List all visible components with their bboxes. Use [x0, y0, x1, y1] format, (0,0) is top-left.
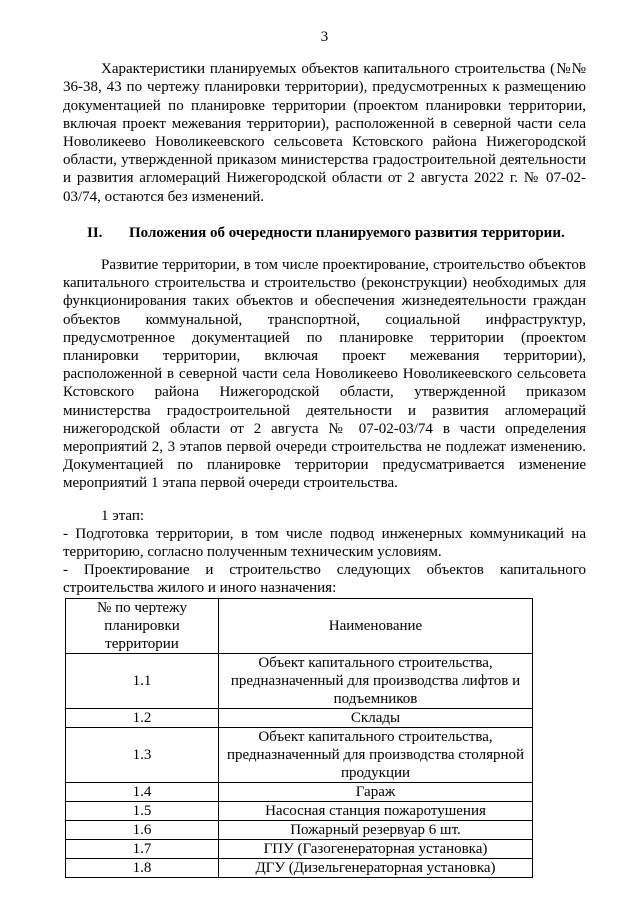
objects-table — [65, 598, 533, 878]
table-row — [66, 858, 533, 877]
row-number: 1.4 — [66, 782, 219, 801]
page-number: 3 — [320, 29, 329, 45]
bullet-item: - Проектирование и строительство следующих объектов капитального строительства жилого и иного назначения: — [63, 562, 586, 597]
table-row — [66, 708, 533, 727]
stage-label: 1 этап: — [101, 507, 145, 524]
table-row — [66, 782, 533, 801]
row-number: 1.7 — [66, 839, 219, 858]
row-number: 1.2 — [66, 708, 219, 727]
section-title: Положения об очередности планируемого развития территории. — [129, 224, 565, 241]
row-number: 1.8 — [66, 858, 219, 877]
row-name: Склады — [219, 708, 533, 727]
row-number: 1.5 — [66, 801, 219, 820]
row-name: ГПУ (Газогенераторная установка) — [219, 839, 533, 858]
row-name: Объект капитального строительства, предназначенный для производства лифтов и подъемников — [219, 653, 533, 708]
column-header-name: Наименование — [219, 598, 533, 653]
development-paragraph: Развитие территории, в том числе проектирование, строительство объектов капитального строительства и строительство (реконструкции) необходимых для функционирования таких объектов и обеспечения жизнедеятельности граждан объектов коммунальной, транспортной, социальной инфраструктур, предусмотренное документацией по планировке территории (проектом планировки территории, включая проект межевания территории), расположенной в северной части села Новоликеево Новоликеевского сельсовета Кстовского района Нижегородской области, утвержденной приказом министерства градостроительной деятельности и развития агломераций нижегородской области от 2 августа № 07-02-03/74 в части определения мероприятий 2, 3 этапов первой очереди строительства не подлежат изменению. Документацией по планировке территории предусматривается изменение мероприятий 1 этапа первой очереди строительства. — [63, 257, 586, 492]
section-heading — [63, 224, 586, 242]
row-name: Пожарный резервуар 6 шт. — [219, 820, 533, 839]
row-number: 1.1 — [66, 653, 219, 708]
table-header-row — [66, 598, 533, 653]
row-number: 1.3 — [66, 727, 219, 782]
table-row — [66, 727, 533, 782]
row-name: ДГУ (Дизельгенераторная установка) — [219, 858, 533, 877]
table-row — [66, 839, 533, 858]
row-number: 1.6 — [66, 820, 219, 839]
bullet-item: - Подготовка территории, в том числе подвод инженерных коммуникаций на территорию, согласно полученным техническим условиям. — [63, 525, 586, 561]
column-header-number: № по чертежу планировки территории — [66, 598, 219, 653]
characteristics-paragraph: Характеристики планируемых объектов капитального строительства (№№ 36-38, 43 по чертежу планировки территории), предусмотренных к размещению документацией по планировке территории (проектом планировки территории, включая проект межевания территории), расположенной в северной части села Новоликеево Новоликеевского сельсовета Кстовского района Нижегородской области, утвержденной приказом министерства градостроительной деятельности и развития агломераций Нижегородской области от 2 августа 2022 г. № 07-02-03/74, остаются без изменений. — [63, 61, 586, 205]
table-row — [66, 820, 533, 839]
row-name: Насосная станция пожаротушения — [219, 801, 533, 820]
table-row — [66, 801, 533, 820]
row-name: Гараж — [219, 782, 533, 801]
row-name: Объект капитального строительства, предназначенный для производства столярной продукции — [219, 727, 533, 782]
section-number: II. — [87, 224, 103, 241]
table-row — [66, 653, 533, 708]
